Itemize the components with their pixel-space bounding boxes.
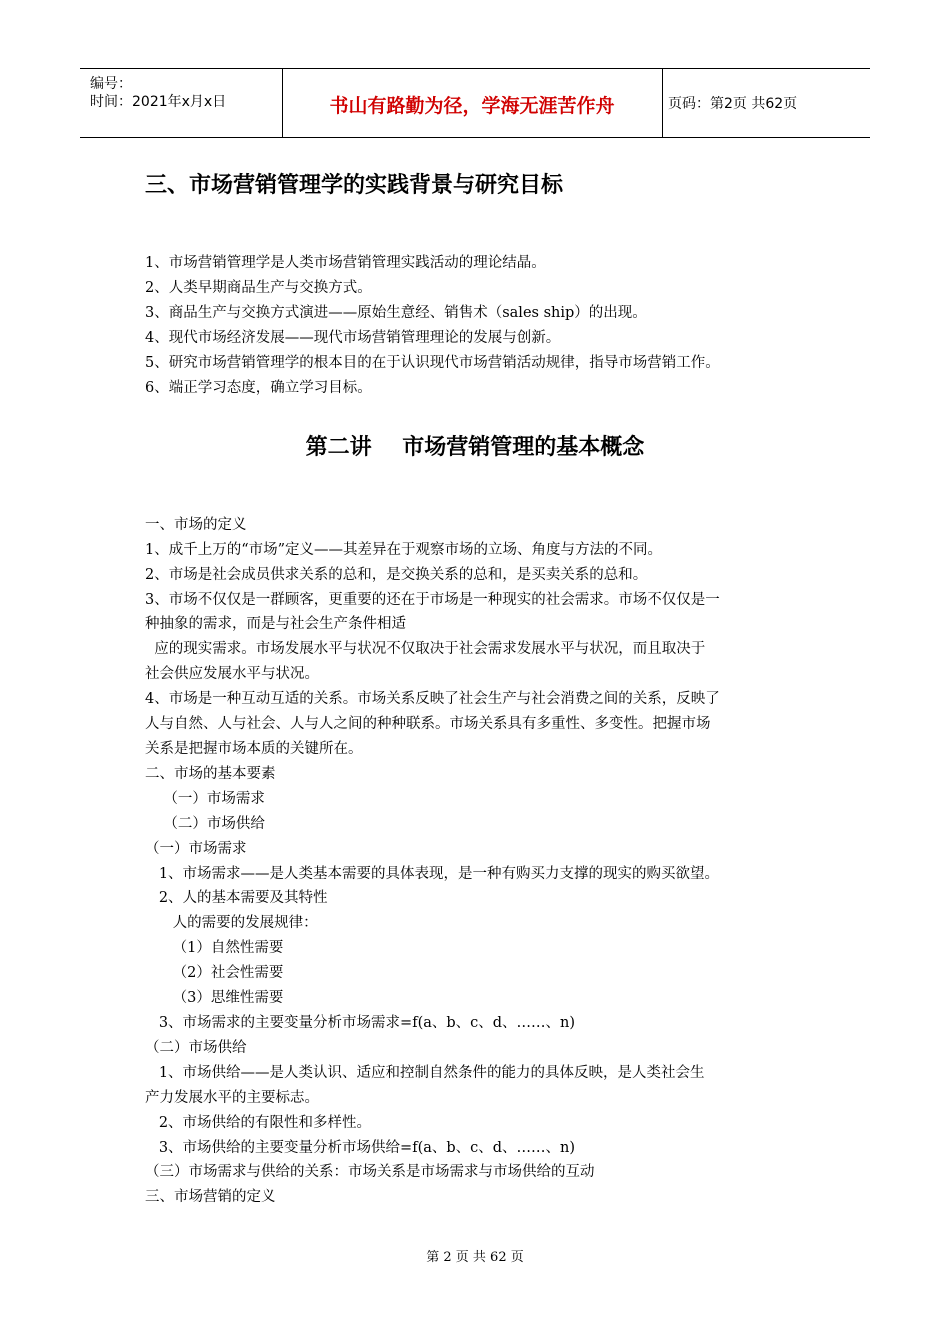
- section-item: 5、研究市场营销管理学的根本目的在于认识现代市场营销活动规律，指导市场营销工作。: [145, 355, 720, 371]
- section-item: 6、端正学习态度，确立学习目标。: [145, 380, 372, 396]
- body-line: 1、成千上万的“市场”定义——其差异在于观察市场的立场、角度与方法的不同。: [145, 542, 663, 558]
- body-line: 产力发展水平的主要标志。: [145, 1090, 319, 1106]
- body-line: 2、人的基本需要及其特性: [145, 890, 328, 906]
- body-line: 应的现实需求。市场发展水平与状况不仅取决于社会需求发展水平与状况，而且取决于: [145, 641, 706, 657]
- header-middle-cell: [282, 69, 663, 137]
- body-line: （3）思维性需要: [145, 990, 284, 1006]
- lecture-title: 第二讲 市场营销管理的基本概念: [305, 435, 645, 460]
- body-line: 三、市场营销的定义: [145, 1189, 276, 1205]
- body-line: 关系是把握市场本质的关键所在。: [145, 741, 363, 757]
- body-line: 4、市场是一种互动互适的关系。市场关系反映了社会生产与社会消费之间的关系，反映了: [145, 691, 720, 707]
- body-line: 二、市场的基本要素: [145, 766, 276, 782]
- body-line: 3、市场不仅仅是一群顾客，更重要的还在于市场是一种现实的社会需求。市场不仅仅是一: [145, 592, 720, 608]
- section-item: 4、现代市场经济发展——现代市场营销管理理论的发展与创新。: [145, 330, 561, 346]
- section-item: 2、人类早期商品生产与交换方式。: [145, 280, 372, 296]
- header-motto: 书山有路勤为径，学海无涯苦作舟: [329, 95, 615, 117]
- body-line: 种抽象的需求，而是与社会生产条件相适: [145, 616, 406, 632]
- body-line: （2）社会性需要: [145, 965, 284, 981]
- document-number-label: 编号：: [90, 76, 132, 92]
- body-line: 人与自然、人与社会、人与人之间的种种联系。市场关系具有多重性、多变性。把握市场: [145, 716, 711, 732]
- body-line: 1、市场供给——是人类认识、适应和控制自然条件的能力的具体反映，是人类社会生: [145, 1065, 705, 1081]
- body-line: （三）市场需求与供给的关系：市场关系是市场需求与市场供给的互动: [145, 1164, 595, 1180]
- page-header: [80, 68, 870, 138]
- body-line: （1）自然性需要: [145, 940, 284, 956]
- body-line: 1、市场需求——是人类基本需要的具体表现，是一种有购买力支撑的现实的购买欲望。: [145, 866, 720, 882]
- body-line: 2、市场是社会成员供求关系的总和，是交换关系的总和，是买卖关系的总和。: [145, 567, 648, 583]
- body-line: 一、市场的定义: [145, 517, 247, 533]
- body-line: 人的需要的发展规律：: [145, 915, 318, 931]
- header-right-cell: [662, 69, 870, 137]
- body-line: 社会供应发展水平与状况。: [145, 666, 319, 682]
- section-item: 1、市场营销管理学是人类市场营销管理实践活动的理论结晶。: [145, 255, 546, 271]
- document-date-label: 时间：2021年x月x日: [90, 94, 227, 110]
- body-line: （二）市场供给: [145, 1040, 247, 1056]
- body-line: （一）市场需求: [145, 841, 247, 857]
- header-left-cell: [80, 69, 283, 137]
- body-line: 3、市场需求的主要变量分析市场需求=f(a、b、c、d、……、n): [145, 1015, 576, 1031]
- section-title: 三、市场营销管理学的实践背景与研究目标: [145, 173, 564, 198]
- section-item: 3、商品生产与交换方式演进——原始生意经、销售术（sales ship）的出现。: [145, 305, 647, 321]
- header-page-info: 页码：第2页 共62页: [668, 96, 798, 112]
- page-footer: 第 2 页 共 62 页: [426, 1250, 524, 1265]
- body-line: （一）市场需求: [145, 791, 265, 807]
- body-line: 2、市场供给的有限性和多样性。: [145, 1115, 372, 1131]
- body-line: （二）市场供给: [145, 816, 265, 832]
- body-line: 3、市场供给的主要变量分析市场供给=f(a、b、c、d、……、n): [145, 1140, 576, 1156]
